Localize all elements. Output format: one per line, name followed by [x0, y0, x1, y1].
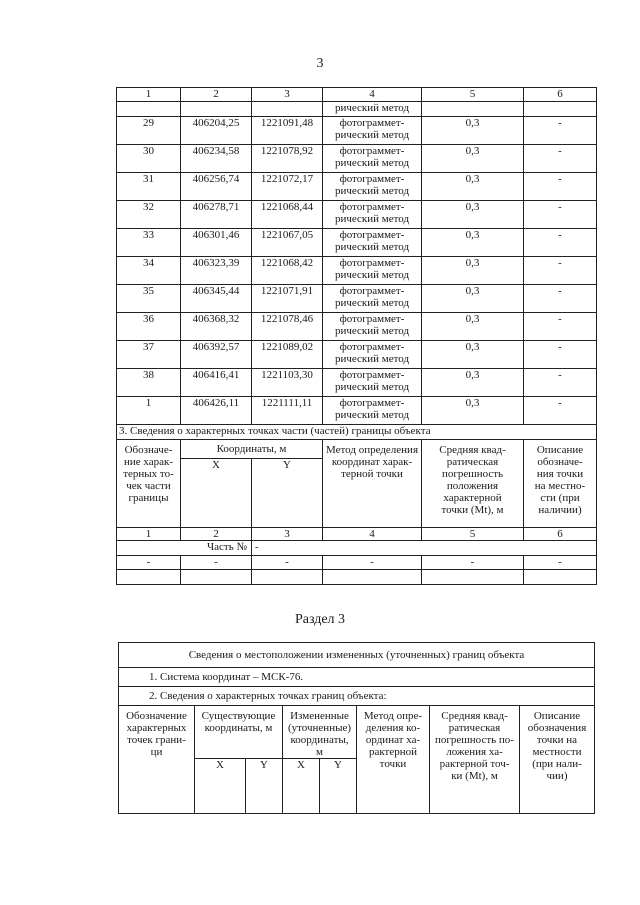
header-line: наличии) — [538, 504, 582, 516]
header-line: характерных — [126, 722, 187, 734]
table-row — [117, 173, 597, 201]
method-line: фотограммет- — [339, 397, 405, 409]
coords-header: Координаты, м — [181, 440, 323, 459]
y-coordinate-cell: 1221068,44 — [252, 201, 323, 229]
description-cell: - — [524, 285, 597, 313]
header-line: ложения ха- — [446, 746, 503, 758]
section3-header-row — [117, 440, 597, 459]
x-coordinate-cell: 406323,39 — [181, 257, 252, 285]
dash-cell: - — [181, 556, 252, 570]
x-coordinate-cell: 406345,44 — [181, 285, 252, 313]
table-row — [117, 102, 597, 117]
method-line: рический метод — [334, 213, 410, 225]
method-line: фотограммет- — [339, 145, 405, 157]
method-line: рический метод — [334, 381, 410, 393]
dash-cell: - — [323, 556, 422, 570]
table-row — [117, 285, 597, 313]
header-line: на местно- — [534, 480, 586, 492]
description-header — [524, 440, 597, 528]
header-line: обозначения — [527, 722, 587, 734]
method-cell — [323, 341, 422, 369]
header-line: точек грани- — [127, 734, 186, 746]
table-row — [117, 145, 597, 173]
accuracy-header — [422, 440, 524, 528]
header-line: (при нали- — [532, 758, 582, 770]
method-cell — [323, 369, 422, 397]
header-line: положения — [446, 480, 499, 492]
header-cell: 2 — [181, 88, 252, 102]
header-line: ординат ха- — [365, 734, 421, 746]
point-number-cell: 29 — [117, 117, 181, 145]
point-number-cell: 31 — [117, 173, 181, 201]
x-coordinate-cell: 406368,32 — [181, 313, 252, 341]
header-line: погрешность — [441, 468, 504, 480]
header-line: ратическая — [448, 722, 501, 734]
table-row — [117, 229, 597, 257]
x-coordinate-cell: 406392,57 — [181, 341, 252, 369]
header-line: точки на — [536, 734, 578, 746]
method-line: фотограммет- — [339, 257, 405, 269]
description-cell: - — [524, 229, 597, 257]
header-line: точки — [379, 758, 407, 770]
number-cell: 3 — [252, 528, 323, 541]
point-number-cell: 1 — [117, 397, 181, 425]
dash-cell: - — [524, 556, 597, 570]
method-line: рический метод — [334, 185, 410, 197]
number-cell: 5 — [422, 528, 524, 541]
y-coordinate-cell: 1221111,11 — [252, 397, 323, 425]
table-row — [117, 570, 597, 585]
accuracy-cell: 0,3 — [422, 117, 524, 145]
accuracy-cell: 0,3 — [422, 257, 524, 285]
changed-coords-header — [283, 706, 357, 759]
header-line: терных то- — [123, 468, 174, 480]
description-cell: - — [524, 257, 597, 285]
point-number-cell: 32 — [117, 201, 181, 229]
accuracy-cell: 0,3 — [422, 369, 524, 397]
number-cell: 6 — [524, 528, 597, 541]
x-header: X — [181, 459, 252, 528]
method-cell — [323, 397, 422, 425]
changed-boundaries-table — [118, 642, 595, 814]
method-cell — [323, 229, 422, 257]
header-line: границы — [128, 492, 169, 504]
section3-number-row — [117, 528, 597, 541]
method-cell: рический метод — [323, 102, 422, 117]
header-line: ратическая — [446, 456, 499, 468]
header-line: координаты, м — [204, 722, 273, 734]
header-line: Обозначение — [126, 710, 187, 722]
header-row — [119, 706, 595, 759]
header-line: точки (Mt), м — [441, 504, 504, 516]
x-coordinate-cell: 406301,46 — [181, 229, 252, 257]
method-line: фотограммет- — [339, 229, 405, 241]
header-line: координат харак- — [331, 456, 413, 468]
x-coordinate-cell: 406278,71 — [181, 201, 252, 229]
header-cell: 4 — [323, 88, 422, 102]
description-cell: - — [524, 313, 597, 341]
header-line: рактерной точ- — [439, 758, 510, 770]
method-line: фотограммет- — [339, 117, 405, 129]
method-cell — [323, 173, 422, 201]
method-line: рический метод — [334, 409, 410, 421]
y-header: Y — [320, 759, 357, 814]
header-line: Средняя квад- — [439, 444, 506, 456]
x-coordinate-cell: 406416,41 — [181, 369, 252, 397]
header-line: Существующие — [201, 710, 276, 722]
accuracy-cell: 0,3 — [422, 313, 524, 341]
y-coordinate-cell: 1221078,92 — [252, 145, 323, 173]
coordinate-system: 1. Система координат – МСК-76. — [119, 668, 595, 687]
table-row — [117, 201, 597, 229]
dash-cell: - — [252, 556, 323, 570]
accuracy-cell: 0,3 — [422, 145, 524, 173]
part-label: Часть № — [117, 541, 252, 556]
method-line: рический метод — [334, 325, 410, 337]
dash-cell: - — [117, 556, 181, 570]
table-title: Сведения о местоположении измененных (уточненных) границ объекта — [119, 643, 595, 668]
method-line: рический метод — [334, 297, 410, 309]
number-cell: 4 — [323, 528, 422, 541]
header-cell: 5 — [422, 88, 524, 102]
method-line: фотограммет- — [339, 173, 405, 185]
table-row — [117, 556, 597, 570]
y-coordinate-cell: 1221078,46 — [252, 313, 323, 341]
section3-title-row — [117, 425, 597, 440]
method-cell — [323, 313, 422, 341]
description-cell: - — [524, 341, 597, 369]
header-line: сти (при — [540, 492, 580, 504]
accuracy-cell: 0,3 — [422, 341, 524, 369]
header-line: ние харак- — [123, 456, 174, 468]
method-cell — [323, 201, 422, 229]
y-coordinate-cell: 1221067,05 — [252, 229, 323, 257]
x-coordinate-cell: 406426,11 — [181, 397, 252, 425]
header-line: Описание — [533, 710, 581, 722]
x-header: X — [283, 759, 320, 814]
y-coordinate-cell: 1221089,02 — [252, 341, 323, 369]
header-line: рактерной — [368, 746, 418, 758]
header-line: м — [316, 746, 323, 758]
existing-coords-header — [195, 706, 283, 759]
dash-cell: - — [422, 556, 524, 570]
method-header — [357, 706, 430, 814]
table-row — [117, 369, 597, 397]
method-line: фотограммет- — [339, 369, 405, 381]
header-cell: 6 — [524, 88, 597, 102]
header-line: ния точки — [536, 468, 584, 480]
part-value: - — [252, 541, 597, 556]
number-cell: 2 — [181, 528, 252, 541]
header-line: чии) — [546, 770, 568, 782]
points-info-row — [119, 687, 595, 706]
page-number: 3 — [316, 56, 324, 71]
description-cell: - — [524, 117, 597, 145]
method-line: фотограммет- — [339, 201, 405, 213]
method-line: рический метод — [334, 353, 410, 365]
description-cell: - — [524, 397, 597, 425]
coordinate-system-row — [119, 668, 595, 687]
header-line: Средняя квад- — [441, 710, 508, 722]
point-number-cell: 34 — [117, 257, 181, 285]
description-header — [520, 706, 595, 814]
table-row — [117, 117, 597, 145]
header-line: деления ко- — [365, 722, 421, 734]
method-line: рический метод — [334, 157, 410, 169]
x-coordinate-cell: 406234,58 — [181, 145, 252, 173]
description-cell: - — [524, 173, 597, 201]
method-cell — [323, 145, 422, 173]
header-line: погрешность по- — [435, 734, 514, 746]
description-cell: - — [524, 201, 597, 229]
header-cell: 1 — [117, 88, 181, 102]
method-cell — [323, 285, 422, 313]
description-cell: - — [524, 369, 597, 397]
accuracy-cell: 0,3 — [422, 397, 524, 425]
table-title-row — [119, 643, 595, 668]
y-header: Y — [246, 759, 283, 814]
method-cell — [323, 117, 422, 145]
header-line: ки (Mt), м — [451, 770, 498, 782]
method-header — [323, 440, 422, 528]
table-header-row — [117, 88, 597, 102]
table-row — [117, 313, 597, 341]
section3-title: 3. Сведения о характерных точках части (частей) границы объекта — [117, 425, 597, 440]
header-line: Измененные — [290, 710, 349, 722]
accuracy-cell: 0,3 — [422, 229, 524, 257]
part-row — [117, 541, 597, 556]
table-row — [117, 341, 597, 369]
header-line: местности — [532, 746, 582, 758]
designation-header — [119, 706, 195, 814]
header-line: Метод опре- — [363, 710, 423, 722]
method-line: фотограммет- — [339, 285, 405, 297]
accuracy-cell: 0,3 — [422, 201, 524, 229]
header-line: ци — [150, 746, 163, 758]
method-line: рический метод — [334, 129, 410, 141]
x-coordinate-cell: 406204,25 — [181, 117, 252, 145]
header-line: обозначе- — [537, 456, 583, 468]
point-number-cell: 37 — [117, 341, 181, 369]
x-header: X — [195, 759, 246, 814]
method-line: рический метод — [334, 269, 410, 281]
point-number-cell: 36 — [117, 313, 181, 341]
y-coordinate-cell: 1221072,17 — [252, 173, 323, 201]
point-number-cell: 35 — [117, 285, 181, 313]
method-line: рический метод — [334, 241, 410, 253]
number-cell: 1 — [117, 528, 181, 541]
header-line: координаты, — [290, 734, 349, 746]
y-coordinate-cell: 1221091,48 — [252, 117, 323, 145]
table-row — [117, 257, 597, 285]
y-coordinate-cell: 1221071,91 — [252, 285, 323, 313]
points-info: 2. Сведения о характерных точках границ объекта: — [119, 687, 595, 706]
y-header: Y — [252, 459, 323, 528]
x-coordinate-cell: 406256,74 — [181, 173, 252, 201]
point-number-cell: 33 — [117, 229, 181, 257]
designation-header — [117, 440, 181, 528]
header-line: характерной — [443, 492, 502, 504]
table-row — [117, 397, 597, 425]
y-coordinate-cell: 1221068,42 — [252, 257, 323, 285]
accuracy-cell: 0,3 — [422, 173, 524, 201]
accuracy-header — [430, 706, 520, 814]
header-line: терной точки — [341, 468, 403, 480]
method-cell — [323, 257, 422, 285]
method-line: фотограммет- — [339, 313, 405, 325]
header-line: Метод определения — [325, 444, 419, 456]
method-line: фотограммет- — [339, 341, 405, 353]
point-number-cell: 38 — [117, 369, 181, 397]
header-cell: 3 — [252, 88, 323, 102]
section-title: Раздел 3 — [294, 612, 346, 627]
header-line: (уточненные) — [287, 722, 352, 734]
header-line: чек части — [126, 480, 171, 492]
description-cell: - — [524, 145, 597, 173]
point-number-cell: 30 — [117, 145, 181, 173]
coordinates-table — [116, 87, 597, 585]
header-line: Описание — [536, 444, 584, 456]
y-coordinate-cell: 1221103,30 — [252, 369, 323, 397]
accuracy-cell: 0,3 — [422, 285, 524, 313]
header-line: Обозначе- — [124, 444, 173, 456]
